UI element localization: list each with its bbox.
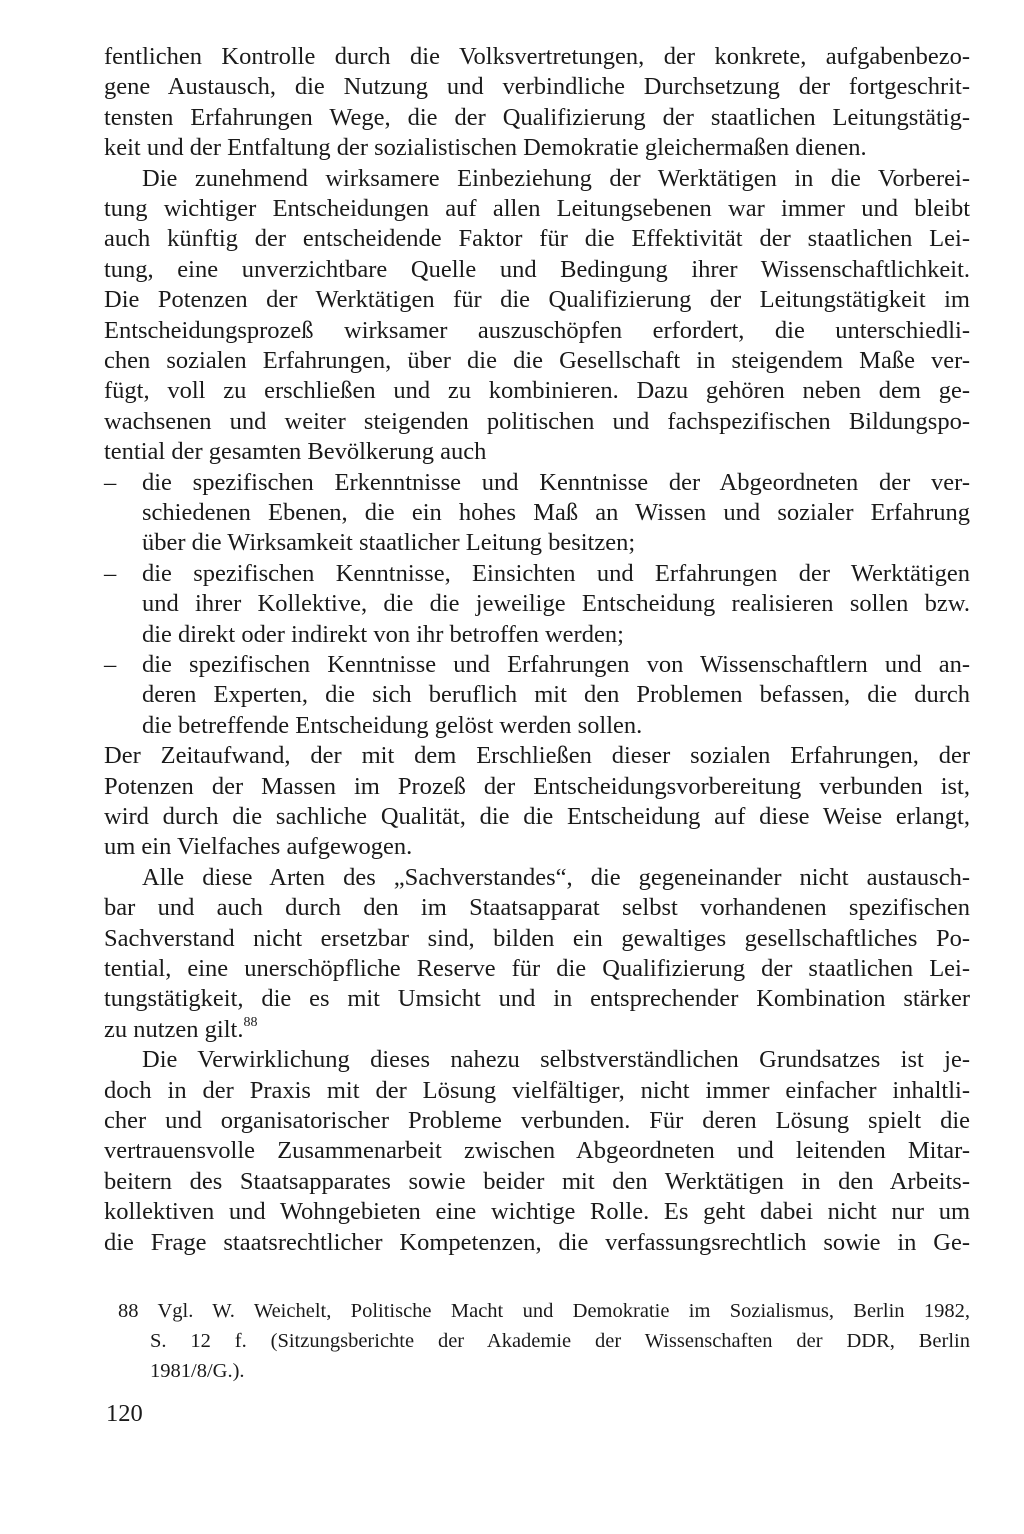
body-line: Alle diese Arten des „Sachverstandes“, die gegeneinander nicht austausch- <box>142 863 970 891</box>
page-number: 120 <box>106 1400 143 1427</box>
body-line: Die zunehmend wirksamere Einbeziehung der Werktätigen in die Vorberei- <box>142 164 970 192</box>
list-item-line: schiedenen Ebenen, die ein hohes Maß an Wissen und sozialer Erfahrung <box>142 499 970 526</box>
body-line: auch künftig der entscheidende Faktor für die Effektivität der staatlichen Lei- <box>104 225 970 253</box>
list-item-line: die spezifischen Kenntnisse und Erfahrungen von Wissenschaftlern und an- <box>142 651 970 678</box>
body-line: Potenzen der Massen im Prozeß der Entscheidungsvorbereitung verbunden ist, <box>104 772 970 800</box>
footnote-marker: 88 <box>243 1014 258 1030</box>
body-line: Der Zeitaufwand, der mit dem Erschließen dieser sozialen Erfahrungen, der <box>104 742 970 770</box>
body-line-text: zu nutzen gilt. <box>104 1015 244 1043</box>
body-line: doch in der Praxis mit der Lösung vielfältiger, nicht immer einfacher inhaltli- <box>104 1076 970 1104</box>
body-line: die Frage staatsrechtlicher Kompetenzen, die verfassungsrechtlich sowie in Ge- <box>104 1228 970 1256</box>
body-line: wird durch die sachliche Qualität, die die Entscheidung auf diese Weise erlangt, <box>104 803 970 830</box>
list-item-line: über die Wirksamkeit staatlicher Leitung besitzen; <box>142 529 636 557</box>
body-line: kollektiven und Wohngebieten eine wichtige Rolle. Es geht dabei nicht nur um <box>104 1198 970 1226</box>
list-dash: – <box>104 651 117 678</box>
body-line: tential der gesamten Bevölkerung auch <box>104 438 487 466</box>
body-line: Die Verwirklichung dieses nahezu selbstverständlichen Grundsatzes ist je- <box>142 1046 970 1074</box>
list-dash: – <box>104 559 117 587</box>
list-item-line: und ihrer Kollektive, die die jeweilige Entscheidung realisieren sollen bzw. <box>142 590 970 618</box>
body-line: wachsenen und weiter steigenden politischen und fachspezifischen Bildungspo- <box>104 407 970 435</box>
footnote-line: 88 Vgl. W. Weichelt, Politische Macht und Demokratie im Sozialismus, Berlin 1982, <box>118 1300 970 1322</box>
list-item-line: deren Experten, die sich beruflich mit den Problemen befassen, die durch <box>142 681 970 709</box>
body-line: Die Potenzen der Werktätigen für die Qualifizierung der Leitungstätigkeit im <box>104 286 970 314</box>
body-line: keit und der Entfaltung der sozialistischen Demokratie gleichermaßen dienen. <box>104 134 867 162</box>
body-line: fentlichen Kontrolle durch die Volksvertretungen, der konkrete, aufgabenbezo- <box>104 43 970 70</box>
body-line: fügt, voll zu erschließen und zu kombinieren. Dazu gehören neben dem ge- <box>104 377 970 405</box>
body-line: um ein Vielfaches aufgewogen. <box>104 833 413 861</box>
body-line: tensten Erfahrungen Wege, die der Qualifizierung der staatlichen Leitungstätig- <box>104 103 970 131</box>
body-line: tungstätigkeit, die es mit Umsicht und in entsprechender Kombination stärker <box>104 985 970 1013</box>
body-line: Entscheidungsprozeß wirksamer auszuschöpfen erfordert, die unterschiedli- <box>104 316 970 344</box>
list-dash: – <box>104 468 117 496</box>
body-line: tential, eine unerschöpfliche Reserve für die Qualifizierung der staatlichen Lei- <box>104 955 970 982</box>
body-line: tung, eine unverzichtbare Quelle und Bedingung ihrer Wissenschaftlichkeit. <box>104 255 970 283</box>
body-line: gene Austausch, die Nutzung und verbindliche Durchsetzung der fortgeschrit- <box>104 73 970 101</box>
footnote-line: 1981/8/G.). <box>150 1360 245 1382</box>
body-line: tung wichtiger Entscheidungen auf allen Leitungsebenen war immer und bleibt <box>104 195 970 222</box>
body-line: bar und auch durch den im Staatsapparat selbst vorhandenen spezifischen <box>104 894 970 922</box>
list-item-line: die spezifischen Erkenntnisse und Kenntnisse der Abgeordneten der ver- <box>142 468 970 496</box>
body-line: chen sozialen Erfahrungen, über die die Gesellschaft in steigendem Maße ver- <box>104 347 970 374</box>
body-line: beitern des Staatsapparates sowie beider mit den Werktätigen in den Arbeits- <box>104 1167 970 1195</box>
body-line: vertrauensvolle Zusammenarbeit zwischen Abgeordneten und leitenden Mitar- <box>104 1137 970 1165</box>
list-item-line: die direkt oder indirekt von ihr betroffen werden; <box>142 620 624 648</box>
body-line: cher und organisatorischer Probleme verbunden. Für deren Lösung spielt die <box>104 1107 970 1134</box>
body-line <box>104 1015 970 1045</box>
list-item-line: die spezifischen Kenntnisse, Einsichten und Erfahrungen der Werktätigen <box>142 559 970 587</box>
body-line: Sachverstand nicht ersetzbar sind, bilden ein gewaltiges gesellschaftliches Po- <box>104 924 970 952</box>
footnote-line: S. 12 f. (Sitzungsberichte der Akademie der Wissenschaften der DDR, Berlin <box>150 1330 970 1352</box>
list-item-line: die betreffende Entscheidung gelöst werden sollen. <box>142 711 643 739</box>
